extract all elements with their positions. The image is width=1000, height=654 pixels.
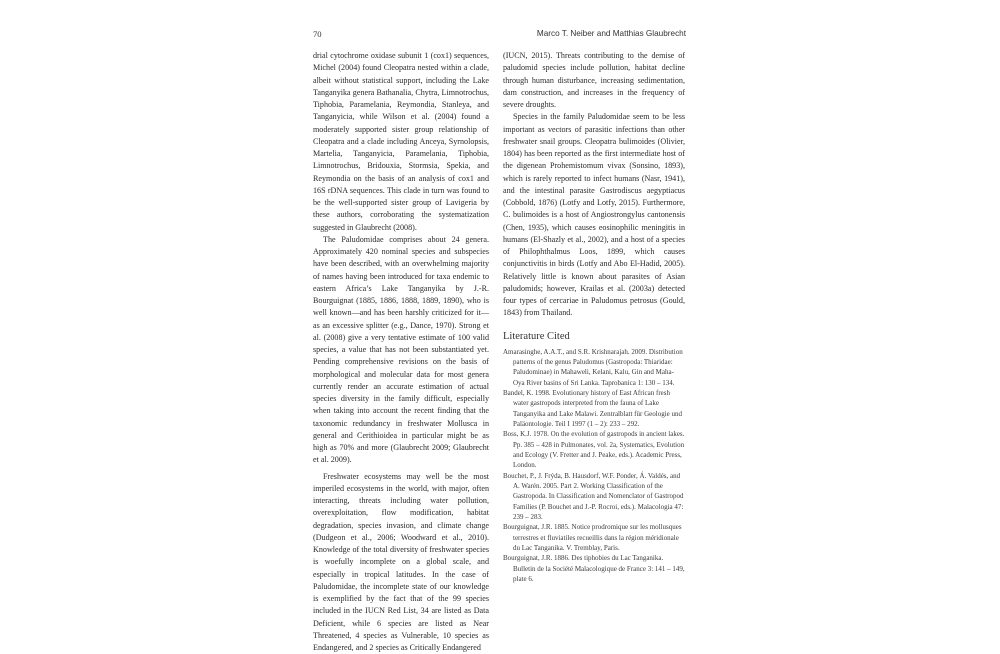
paragraph-parasites: Species in the family Paludomidae seem to be less important as vectors of parasitic infections than other freshwater snail groups. Cleopatra bulimoides (Olivier, 1804) has been reported as the first intermediate host of the digenean Prohemistomum vivax (Sonsino, 1893), which is rarely reported to infect humans (Nasr, 1941), and the intestinal parasite Gastrodiscus aegyptiacus (Cobbold, 1876) (Lotfy and Lotfy, 2015). Furthermore, C. bulimoides is a host of Angiostrongylus cantonensis (Chen, 1935), which causes eosinophilic meningitis in humans (El-Shazly et al., 2002), and a host of a species of Philophthalmus Loos, 1899, which causes conjunctivitis in birds (Lotfy and Abo El-Hadid, 2005). Relatively little is known about parasites of Asian paludomids; however, Krailas et al. (2003a) detected four types of cercariae in Paludomus petrosus (Gould, 1843) from Thailand. bbox=[503, 111, 685, 319]
running-header-authors: Marco T. Neiber and Matthias Glaubrecht bbox=[537, 29, 686, 38]
reference-item: Boss, K.J. 1978. On the evolution of gastropods in ancient lakes. Pp. 385 – 428 in Pulmonates, vol. 2a, Systematics, Evolution and Ecology (V. Fretter and J. Peake, eds.). Academic Press, London. bbox=[503, 429, 685, 470]
reference-item: Bouchet, P., J. Frýda, B. Hausdorf, W.F. Ponder, Á. Valdés, and A. Warén. 2005. Part 2. Working Classification of the Gastropoda. In Classification and Nomenclator of Gastropod Families (P. Bouchet and J.-P. Rocroi, eds.). Malacologia 47: 239 – 283. bbox=[503, 471, 685, 523]
literature-cited-heading: Literature Cited bbox=[503, 330, 685, 343]
reference-item: Bourguignat, J.R. 1885. Notice prodromique sur les mollusques terrestres et fluviatiles recueillis dans la région méridionale du Lac Tanganika. V. Tremblay, Paris. bbox=[503, 522, 685, 553]
paragraph-threats: (IUCN, 2015). Threats contributing to the demise of paludomid species include pollution, habitat decline through human disturbance, increasing sedimentation, dam construction, and increases in the frequency of severe droughts. bbox=[503, 50, 685, 111]
left-column bbox=[313, 50, 489, 654]
paragraph-conservation: Freshwater ecosystems may well be the most imperiled ecosystems in the world, with major, often interacting, threats including water pollution, overexploitation, flow modification, habitat degradation, species invasion, and climate change (Dudgeon et al., 2006; Woodward et al., 2010). Knowledge of the total diversity of freshwater species is woefully incomplete on a global scale, and especially in tropical latitudes. In the case of Paludomidae, the incomplete state of our knowledge is exemplified by the fact that of the 99 species included in the IUCN Red List, 34 are listed as Data Deficient, while 6 species are listed as Near Threatened, 4 species as Vulnerable, 10 species as Endangered, and 2 species as Critically Endangered bbox=[313, 471, 489, 654]
paragraph-genera-count: The Paludomidae comprises about 24 genera. Approximately 420 nominal species and subspecies have been described, with an overwhelming majority of names having been introduced for taxa endemic to eastern Africa’s Lake Tanganyika by J.-R. Bourguignat (1885, 1886, 1888, 1889, 1890), who is well known—and has been harshly criticized for it—as an excessive splitter (e.g., Dance, 1970). Strong et al. (2008) give a very tentative estimate of 100 valid species, a value that has not been substantiated yet. Pending comprehensive revisions on the basis of morphological and molecular data for most genera currently render an accurate estimation of actual species diversity in the family difficult, especially when taking into account the recent finding that the taxonomic redundancy in freshwater Mollusca in general and Cerithioidea in particular might be as high as 70% and more (Glaubrecht 2009; Glaubrecht et al. 2009). bbox=[313, 234, 489, 467]
paragraph-phylogeny: drial cytochrome oxidase subunit 1 (cox1) sequences, Michel (2004) found Cleopatra nested within a clade, albeit without statistical support, including the Lake Tanganyika genera Bathanalia, Chytra, Limnotrochus, Tiphobia, Paramelania, Reymondia, Stanleya, and Tanganyicia, while Wilson et al. (2004) found a moderately supported sister group relationship of Cleopatra and a clade including Anceya, Syrnolopsis, Martelia, Tanganyicia, Paramelania, Tiphobia, Limnotrochus, Bridouxia, Stormsia, Spekia, and Reymondia on the basis of an analysis of cox1 and 16S rDNA sequences. This clade in turn was found to be the well-supported sister group of Lavigeria by these authors, corroborating the systematization suggested in Glaubrecht (2008). bbox=[313, 50, 489, 234]
reference-item: Amarasinghe, A.A.T., and S.R. Krishnarajah. 2009. Distribution patterns of the genus Paludomus (Gastropoda: Thiaridae: Paludominae) in Mahaweli, Kelani, Kalu, Gin and Maha-Oya River basins of Sri Lanka. Taprobanica 1: 130 – 134. bbox=[503, 347, 685, 388]
page-number: 70 bbox=[313, 29, 322, 39]
reference-item: Bourguignat, J.R. 1886. Des tiphobies du Lac Tanganika. Bulletin de la Société Malacologique de France 3: 141 – 149, plate 6. bbox=[503, 553, 685, 584]
right-column bbox=[503, 50, 685, 584]
reference-list bbox=[503, 347, 685, 585]
reference-item: Bandel, K. 1998. Evolutionary history of East African fresh water gastropods interpreted from the fauna of Lake Tanganyika and Lake Malawi. Zentralblatt für Geologie und Paläontologie. Teil I 1997 (1 – 2): 233 – 292. bbox=[503, 388, 685, 429]
